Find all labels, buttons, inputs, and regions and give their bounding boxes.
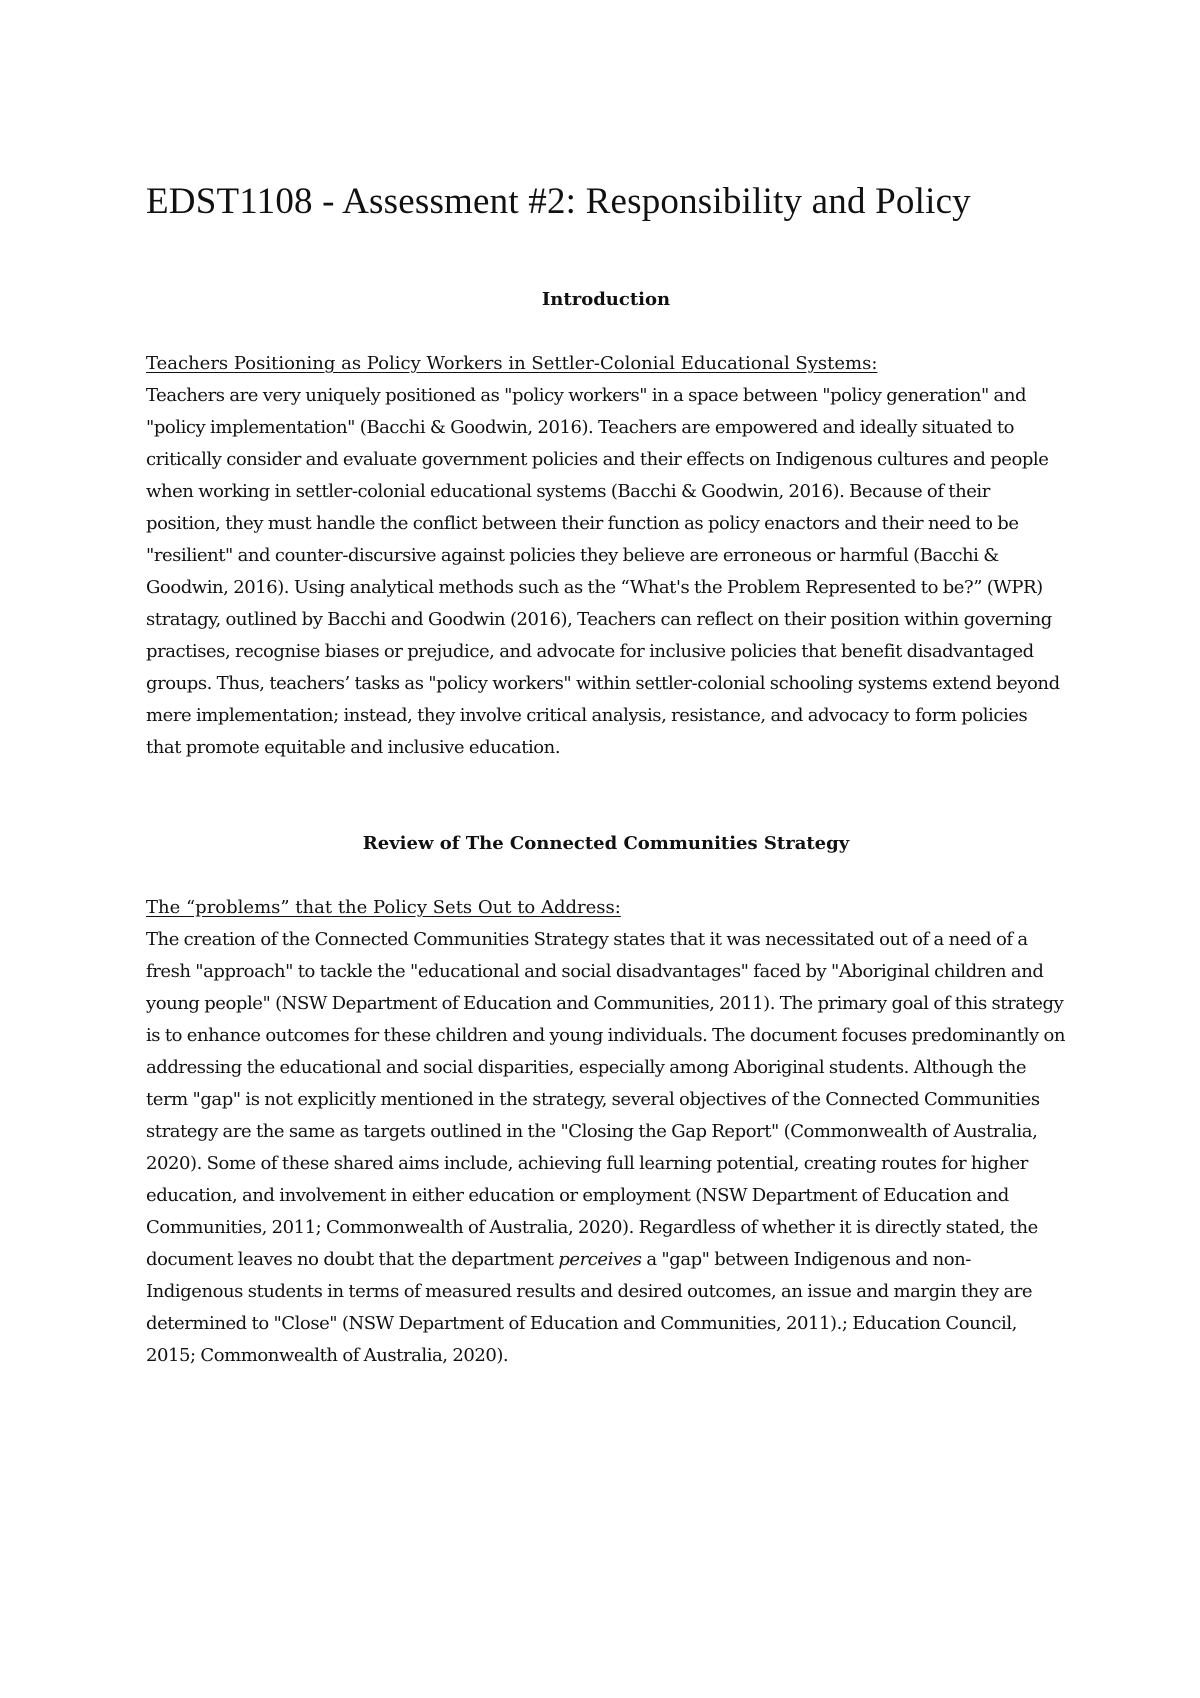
paragraph-text: a "gap" between Indigenous and non-Indigenous students in terms of measured results and desired outcomes, an issue and margin they are determined to "Close" (NSW Department of Education and Communities, 2011).; Education Council, 2015; Commonwealth of Australia, 2020). — [146, 1249, 1033, 1366]
section-subheading: Teachers Positioning as Policy Workers in Settler-Colonial Educational Systems: — [146, 353, 878, 374]
section-paragraph: Teachers are very uniquely positioned as "policy workers" in a space between "policy generation" and "policy implementation" (Bacchi & Goodwin, 2016). Teachers are empowered and ideally situated to critically consider and evaluate government policies and their effects on Indigenous cultures and people when working in settler-colonial educational systems (Bacchi & Goodwin, 2016). Because of their position, they must handle the conflict between their function as policy enactors and their need to be "resilient" and counter-discursive against policies they believe are erroneous or harmful (Bacchi & Goodwin, 2016). Using analytical methods such as the “What's the Problem Represented to be?” (WPR) stratagy, outlined by Bacchi and Goodwin (2016), Teachers can reflect on their position within governing practises, recognise biases or prejudice, and advocate for inclusive policies that benefit disadvantaged groups. Thus, teachers’ tasks as "policy workers" within settler-colonial schooling systems extend beyond mere implementation; instead, they involve critical analysis, resistance, and advocacy to form policies that promote equitable and inclusive education. — [146, 385, 1060, 758]
spacer — [146, 316, 1066, 348]
section-introduction — [146, 284, 1066, 764]
spacer — [146, 228, 1066, 284]
section-connected-communities-review — [146, 828, 1066, 1372]
emphasized-word: perceives — [558, 1249, 642, 1270]
section-subheading: The “problems” that the Policy Sets Out to Address: — [146, 897, 621, 918]
spacer — [146, 860, 1066, 892]
section-heading: Introduction — [541, 289, 671, 310]
document-body — [146, 176, 1066, 1372]
section-paragraph — [146, 924, 1066, 1372]
paragraph-text: The creation of the Connected Communities Strategy states that it was necessitated out of a need of a fresh "approach" to tackle the "educational and social disadvantages" faced by "Aboriginal children and young people" (NSW Department of Education and Communities, 2011). The primary goal of this strategy is to enhance outcomes for these children and young individuals. The document focuses predominantly on addressing the educational and social disparities, especially among Aboriginal students. Although the term "gap" is not explicitly mentioned in the strategy, several objectives of the Connected Communities strategy are the same as targets outlined in the "Closing the Gap Report" (Commonwealth of Australia, 2020). Some of these shared aims include, achieving full learning potential, creating routes for higher education, and involvement in either education or employment (NSW Department of Education and Communities, 2011; Commonwealth of Australia, 2020). Regardless of whether it is directly stated, the document leaves no doubt that the department — [146, 929, 1066, 1270]
spacer — [146, 764, 1066, 828]
section-heading: Review of The Connected Communities Strategy — [362, 833, 850, 854]
document-title: EDST1108 - Assessment #2: Responsibility and Policy — [146, 181, 971, 222]
